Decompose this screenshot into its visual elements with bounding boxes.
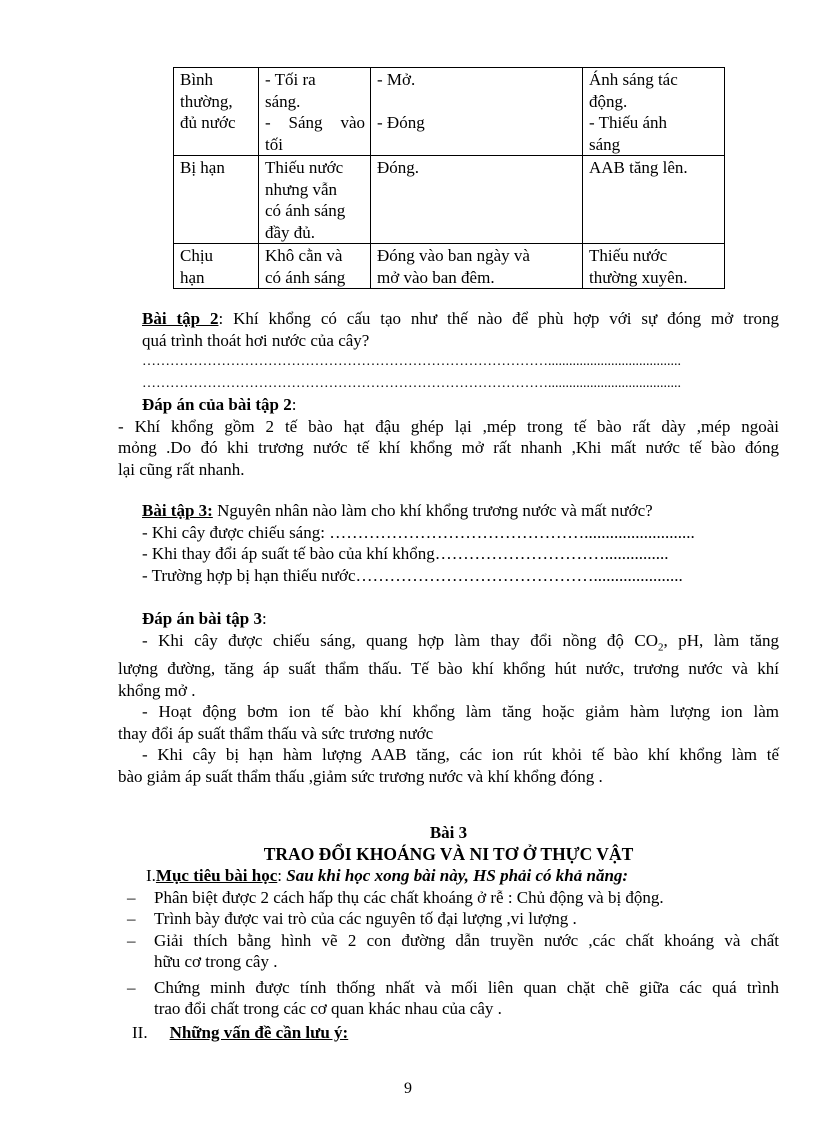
colon: : [291,395,297,414]
goal-text: Trình bày được vai trò của các nguyên tố đại lượng ,vi lượng . [154,909,577,928]
cell-line: có ánh sáng [265,201,346,220]
cell-line: - Thiếu ánh [589,113,668,132]
ex3-answer-line [118,630,779,659]
ex3-answer-line: khổng mở . [118,680,196,700]
cell-line: Bình [180,70,214,89]
table-cell [371,68,583,156]
table-cell [583,156,725,244]
exercise-2 [118,308,779,480]
ex2-answer-line: - Khí khổng gồm 2 tế bào hạt đậu ghép lại ,mép trong tế bào rất dày ,mép ngoài [118,416,779,436]
objectives-heading [118,865,779,887]
table-cell [583,68,725,156]
section-2-heading [118,1022,779,1044]
cell-line: sáng [589,134,621,154]
ex3-answer-line: bào giảm áp suất thẩm thấu ,giảm sức trương nước và khí khổng đóng . [118,766,603,786]
ex2-question-line: quá trình thoát hơi nước của cây? [142,330,370,350]
cell-line: động. [589,91,628,111]
answer-dots: ……………………………………………………………………………...................................... [142,354,681,369]
cell-line: Thiếu nước [589,246,668,265]
ex2-answer-heading [118,394,779,416]
ex2-answer-line: mỏng .Do đó khi trương nước tế khí khổng mở rất nhanh ,Khi mất nước tế bào đóng [118,438,779,457]
cell-line: AAB tăng lên. [589,158,688,177]
list-item [118,977,779,1020]
ex3-answer-line: - Khi cây bị hạn hàm lượng AAB tăng, các ion rút khỏi tế bào khí khổng làm tế [142,745,779,765]
answer-dots: ……………………………………………………………………………...................................... [142,375,681,391]
cell-line: Chịu [180,246,214,265]
objectives-list [118,887,779,1020]
cell-line: sáng. [265,91,301,111]
section-2-label: Những vấn đề cần lưu ý: [169,1022,349,1042]
ex2-answer-label: Đáp án của bài tập 2 [142,395,292,414]
cell-line: Ánh sáng tác [589,70,678,89]
section-number: I. [146,866,156,885]
list-item [118,887,779,909]
ex3-answer-heading [118,608,779,630]
ex2-question-line: : Khí khổng có cấu tạo như thế nào để phù hợp với sự đóng mở trong [218,309,779,328]
objectives-intro: Sau khi học xong bài này, HS phải có khả năng: [286,866,629,885]
ex2-label: Bài tập 2 [142,309,219,328]
dash-marker: – [127,930,136,950]
lesson-3 [118,822,779,1043]
ex3-item: - Khi thay đổi áp suất tế bào của khí khổng…………………………............... [142,544,669,563]
table-cell [259,244,371,289]
exercise-3 [118,500,779,586]
table-cell [174,68,259,156]
ex3-item: - Trường hợp bị hạn thiếu nước……………………………………..................... [142,565,683,585]
cell-line: Khô cằn và [265,246,343,265]
ex3-answer-line: lượng đường, tăng áp suất thẩm thấu. Tế bào khí khổng hút nước, trương nước và khí [118,659,779,679]
ex3-label: Bài tập 3: [142,501,213,520]
cell-line: - Tối ra [265,70,316,89]
cell-line: đủ nước [180,113,236,132]
cell-line: Bị hạn [180,158,225,177]
table-cell [174,244,259,289]
goal-text: trao đổi chất trong các cơ quan khác nhau của cây . [154,999,502,1018]
goal-text: hữu cơ trong cây . [154,952,278,971]
cell-line: mở vào ban đêm. [377,267,495,287]
lesson-number: Bài 3 [429,823,468,842]
cell-line: hạn [180,267,205,287]
table-cell [371,156,583,244]
lesson-title: TRAO ĐỔI KHOÁNG VÀ NI TƠ Ở THỰC VẬT [263,843,634,864]
cell-line: Thiếu nước [265,158,344,177]
table-row [174,244,725,289]
cell-line: thường xuyên. [589,267,688,287]
cell-line [377,91,577,113]
table-cell [583,244,725,289]
dash-marker: – [127,909,136,928]
objectives-label: Mục tiêu bài học [155,866,278,885]
ex3-answer-label: Đáp án bài tập 3 [142,609,262,628]
cell-line: - Mở. [377,70,416,89]
list-item [118,908,779,930]
ex3-question [118,500,779,522]
colon: : [261,609,267,628]
goal-text: Giải thích bằng hình vẽ 2 con đường dẫn truyền nước ,các chất khoáng và chất [154,930,779,950]
ex3-answer-line: thay đổi áp suất thẩm thấu và sức trương nước [118,723,434,743]
ex3-item: - Khi cây được chiếu sáng: ……………………………………….......................... [142,522,695,542]
cell-line: Đóng vào ban ngày và [377,246,530,265]
dash-marker: – [127,887,136,907]
subscript: 2 [658,640,664,653]
cell-line: nhưng vẫn [265,179,338,199]
ex3-answer-line: - Hoạt động bơm ion tế bào khí khổng làm tăng hoặc giảm hàm lượng ion làm [142,702,779,722]
cell-line: - Sáng vào [265,113,365,132]
table-cell [259,68,371,156]
table-cell [371,244,583,289]
ex3-answer [118,608,779,787]
cell-line: thường, [180,91,233,111]
table-row [174,68,725,156]
goal-text: Phân biệt được 2 cách hấp thụ các chất khoáng ở rễ : Chủ động và bị động. [154,887,664,907]
list-item [118,930,779,973]
ex2-question [118,308,779,330]
section-number: II. [132,1022,148,1042]
dash-marker: – [127,977,136,997]
cell-line: có ánh sáng [265,267,346,287]
cell-line: đầy đủ. [265,222,316,242]
stomata-table [173,67,725,289]
ex3-question-text: Nguyên nhân nào làm cho khí khổng trương nước và mất nước? [212,501,653,520]
goal-text: Chứng minh được tính thống nhất và mối liên quan chặt chẽ giữa các quá trình [154,977,779,997]
cell-line: Đóng. [377,158,420,177]
text: - Khi cây được chiếu sáng, quang hợp làm thay đổi nồng độ CO [142,630,659,650]
colon: : [277,866,287,885]
table-row [174,156,725,244]
cell-line: - Đóng [377,113,425,132]
cell-line: tối [265,134,283,154]
text: , pH, làm tăng [663,630,779,650]
table-cell [174,156,259,244]
table-cell [259,156,371,244]
page-number: 9 [404,1080,412,1097]
ex2-answer-line: lại cũng rất nhanh. [118,459,245,479]
